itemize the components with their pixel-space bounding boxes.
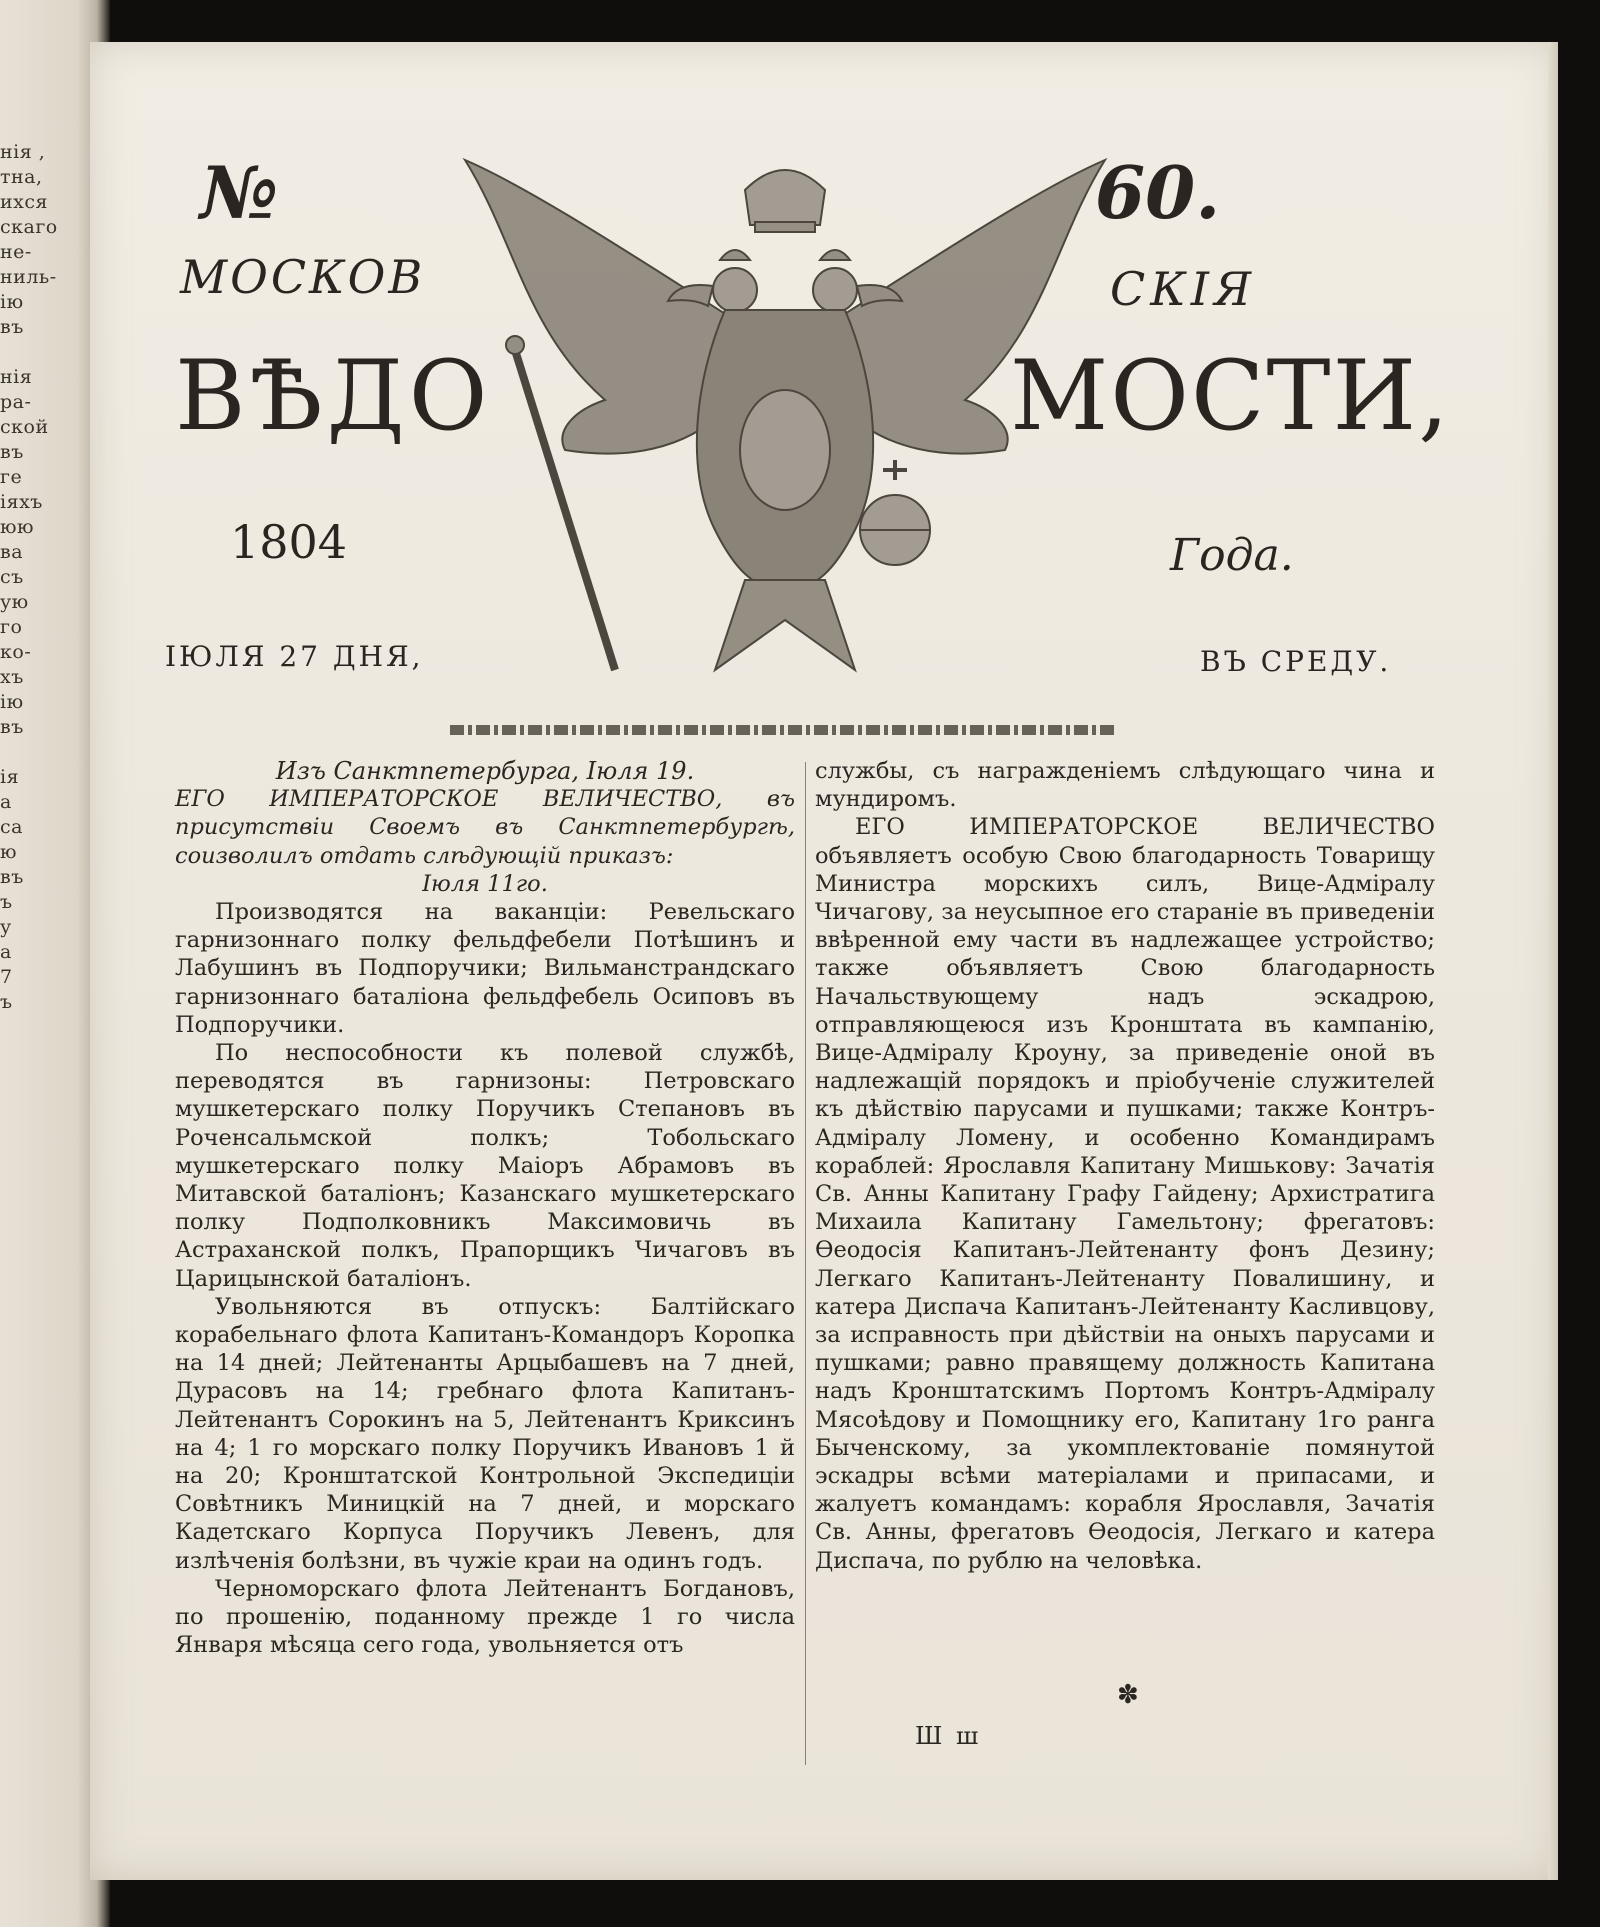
previous-page-fragment: не- xyxy=(0,241,32,263)
previous-page-fragment: іяхъ xyxy=(0,491,43,513)
previous-page-fragment: го xyxy=(0,616,23,638)
title-part-vedo: ВѢДО xyxy=(175,340,492,452)
right-paragraph: службы, съ награжденіемъ слѣдующаго чина и мундиромъ. xyxy=(815,758,1435,813)
previous-page-fragment: хъ xyxy=(0,666,24,688)
column-divider xyxy=(805,762,806,1765)
decree-lead: ЕГО ИМПЕРАТОРСКОЕ ВЕЛИЧЕСТВО, въ присутствіи Своемъ въ Санктпетербургѣ, соизволилъ отдать слѣдующій приказъ: xyxy=(175,786,795,869)
order-date: Іюля 11го. xyxy=(422,870,548,897)
title-part-moskov: МОСКОВ xyxy=(180,250,426,304)
previous-page-fragment: ію xyxy=(0,691,24,713)
signature-mark: Ш ш xyxy=(915,1722,982,1750)
previous-page-fragment: са xyxy=(0,816,23,838)
right-paragraph: ЕГО ИМПЕРАТОРСКОЕ ВЕЛИЧЕСТВО объявляетъ особую Свою благодарность Товарищу Министра морскихъ силъ, Вице-Адміралу Чичагову, за неусыпное его стараніе въ приведеніи ввѣренной ему части въ надлежащее устройство; также объявляетъ Свою благодарность Начальствующему надъ эскадрою, отправляющеюся изъ Кронштата въ кампанію, Вице-Адміралу Кроуну, за приведеніе оной въ надлежащій порядокъ и пріобученіе служителей къ дѣйствію парусами и пушками; также Контръ-Адміралу Ломену, и особенно Командирамъ кораблей: Ярославля Капитану Мишькову: Зачатія Св. Анны Капитану Графу Гайдену; Архистратига Михаила Капитану Гамельтону; фрегатовъ: Ѳеодосія Капитанъ-Лейтенанту фонъ Дезину; Легкаго Капитанъ-Лейтенанту Повалишину, и катера Диспача Капитанъ-Лейтенанту Касливцову, за исправность при дѣйствіи на оныхъ парусами и пушками; равно правящему должность Капитана надъ Кронштатскимъ Портомъ Контръ-Адміралу Мясоѣдову и Помощнику его, Капитану 1го ранга Быченскому, за укомплектованіе помянутой эскадры всѣми матеріалами и припасами, и жалуетъ командамъ: корабля Ярославля, Зачатія Св. Анны, фрегатовъ Ѳеодосія, Легкаго и катера Диспача, по рублю на человѣка. xyxy=(815,814,1435,1574)
previous-page-fragment: ъ xyxy=(0,991,13,1013)
double-headed-eagle-emblem xyxy=(455,150,1115,710)
left-paragraph: Черноморскаго флота Лейтенантъ Богдановъ, по прошенію, поданному прежде 1 го числа Января мѣсяца сего года, увольняется отъ xyxy=(175,1575,795,1659)
previous-page-fragment: ія xyxy=(0,766,20,788)
previous-page-fragment: юю xyxy=(0,516,35,538)
previous-page-fragment: ую xyxy=(0,591,29,613)
page-edge xyxy=(1548,42,1558,1880)
previous-page-fragment: ниль- xyxy=(0,266,57,288)
previous-page-fragment xyxy=(0,740,60,765)
previous-page-fragment: въ xyxy=(0,316,24,338)
previous-page-fragment: скаго xyxy=(0,216,58,238)
previous-page-fragment: а xyxy=(0,941,12,963)
previous-page-fragment: ва xyxy=(0,541,24,563)
left-column xyxy=(175,757,795,1660)
previous-page-fragment: ю xyxy=(0,841,18,863)
right-column xyxy=(815,757,1435,1575)
previous-page-fragment: ской xyxy=(0,416,49,438)
previous-page-fragment: въ xyxy=(0,716,24,738)
previous-page-fragment: въ xyxy=(0,866,24,888)
previous-page-fragment: нія xyxy=(0,366,33,388)
previous-page-fragment xyxy=(0,340,60,365)
previous-page-fragment: съ xyxy=(0,566,24,588)
previous-page-fragment: тна, xyxy=(0,166,43,188)
previous-page-fragment: ъ xyxy=(0,891,13,913)
previous-page-fragment: въ xyxy=(0,441,24,463)
previous-page-fragment: ра- xyxy=(0,391,32,413)
ornamental-rule xyxy=(450,725,1115,735)
ornament-star: ✽ xyxy=(1117,1680,1139,1710)
title-part-mosti: МОСТИ, xyxy=(1010,340,1451,452)
previous-page-fragment: ко- xyxy=(0,641,32,663)
issue-date: ІЮЛЯ 27 ДНЯ, xyxy=(165,640,424,673)
issue-weekday: ВЪ СРЕДУ. xyxy=(1200,645,1392,678)
previous-page-fragment: нія , xyxy=(0,141,46,163)
left-paragraph: По неспособности къ полевой службѣ, переводятся въ гарнизоны: Петровскаго мушкетерскаго полку Поручикъ Степановъ въ Роченсальмской полкъ; Тобольскаго мушкетерскаго полку Маіоръ Абрамовъ въ Митавской баталіонъ; Казанскаго мушкетерскаго полку Подполковникъ Максимовичь въ Астраханской полкъ, Прапорщикъ Чичаговъ въ Царицынской баталіонъ. xyxy=(175,1040,795,1292)
issue-year: 1804 xyxy=(230,515,348,569)
title-part-skiya: СКІЯ xyxy=(1110,262,1257,316)
year-label: Года. xyxy=(1170,530,1294,581)
previous-page-fragment: ію xyxy=(0,291,24,313)
previous-page-fragment: ихся xyxy=(0,191,49,213)
previous-page-fragment: а xyxy=(0,791,12,813)
issue-number-label: № xyxy=(200,150,279,235)
previous-page-fragment: у xyxy=(0,916,12,938)
dateline: Изъ Санктпетербурга, Іюля 19. xyxy=(275,757,695,785)
previous-page-fragment: 7 xyxy=(0,966,13,988)
previous-page-fragment: ге xyxy=(0,466,23,488)
previous-page-fragments xyxy=(0,140,60,1040)
left-paragraph: Производятся на ваканціи: Ревельскаго гарнизоннаго полку фельдфебели Потѣшинъ и Лабушинъ въ Подпоручики; Вильманстрандскаго гарнизоннаго баталіона фельдфебель Осиповъ въ Подпоручики. xyxy=(175,899,795,1038)
issue-number: 60. xyxy=(1095,150,1221,235)
left-paragraph: Увольняются въ отпускъ: Балтійскаго корабельнаго флота Капитанъ-Командоръ Коропка на 14 дней; Лейтенанты Арцыбашевъ на 7 дней, Дурасовъ на 14; гребнаго флота Капитанъ-Лейтенантъ Сорокинъ на 5, Лейтенантъ Криксинъ на 4; 1 го морскаго полку Поручикъ Ивановъ 1 й на 20; Кронштатской Контрольной Экспедиціи Совѣтникъ Миницкій на 7 дней, и морскаго Кадетскаго Корпуса Поручикъ Левенъ, для излѣченія болѣзни, въ чужіе краи на одинъ годъ. xyxy=(175,1293,795,1574)
